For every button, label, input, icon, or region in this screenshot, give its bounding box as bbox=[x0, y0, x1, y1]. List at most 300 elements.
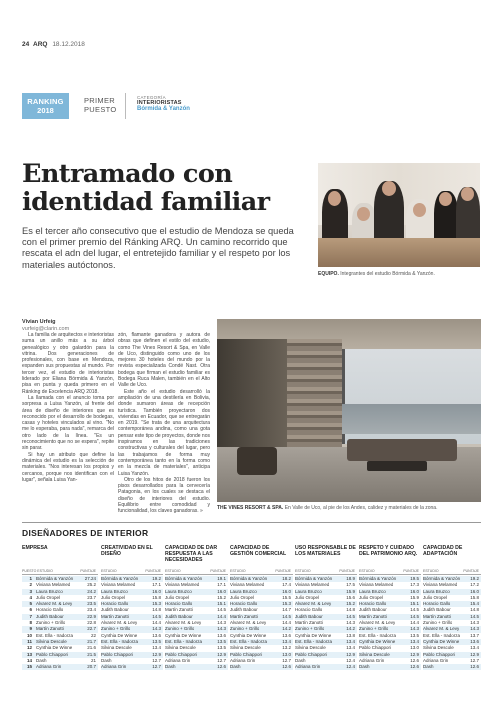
score: 19.2 bbox=[470, 576, 479, 581]
ranking-badge bbox=[22, 93, 69, 119]
subheader-left: ESTUDIO bbox=[359, 569, 375, 573]
studio-name: Viviana Melamed bbox=[295, 582, 330, 588]
place-line2: PUESTO bbox=[84, 105, 117, 114]
score: 23.4 bbox=[87, 607, 96, 613]
studio-name: Alvarez M. & Levy bbox=[359, 620, 396, 626]
studio-name: Horacio Gallo bbox=[230, 601, 258, 607]
score: 15.3 bbox=[282, 601, 291, 607]
paragraph: La llamada con el anuncio toma por sorpresa a Luisa Yanzón, al frente del área de diseño de interiores que es reconocido por el desarrollo de bodegas, casas y hoteles vinculados al vino. "No me lo esperaba, para nada", remarca del otro lado de la línea. "Es un reconocimiento que no se espera", repite sin parar. bbox=[22, 394, 114, 452]
score: 14.2 bbox=[346, 626, 355, 632]
studio-name: Julio Oropel bbox=[101, 594, 126, 600]
studio-name: Viviana Melamed bbox=[101, 582, 136, 588]
score: 24.2 bbox=[87, 588, 96, 594]
caption-label: THE VINES RESORT & SPA. bbox=[217, 505, 284, 511]
table-column bbox=[295, 545, 357, 670]
studio-name: 6 Horacio Gallo bbox=[22, 607, 63, 613]
score: 17.2 bbox=[470, 582, 479, 588]
score: 19.2 bbox=[152, 576, 161, 581]
score: 14.4 bbox=[217, 613, 226, 619]
column-subheader bbox=[359, 569, 421, 575]
column-heading: CAPACIDAD DE DAR RESPUESTA A LAS NECESIDADES bbox=[165, 545, 218, 564]
studio-name: Pablo Chiappori bbox=[165, 651, 198, 657]
coffee-table bbox=[367, 461, 427, 471]
section-divider bbox=[22, 522, 481, 523]
score: 16.0 bbox=[410, 588, 419, 594]
studio-name: Silvina Descole bbox=[165, 645, 196, 651]
studio-name: Pablo Chiappori bbox=[101, 651, 134, 657]
score: 12.6 bbox=[217, 664, 226, 670]
ranking-label: RANKING bbox=[27, 97, 64, 106]
column-heading: CAPACIDAD DE ADAPTACIÓN bbox=[423, 545, 463, 558]
score: 12.7 bbox=[152, 657, 161, 663]
score: 14.5 bbox=[410, 613, 419, 619]
mountains bbox=[342, 404, 481, 434]
score: 12.6 bbox=[470, 664, 479, 670]
score: 18.9 bbox=[346, 576, 355, 581]
body-column-1 bbox=[22, 332, 114, 483]
score: 12.4 bbox=[346, 664, 355, 670]
subheader-right: PUNTAJE bbox=[403, 569, 419, 573]
studio-name: Adriana Grin bbox=[165, 657, 191, 663]
studio-name: Horacio Gallo bbox=[101, 601, 129, 607]
score: 21.5 bbox=[87, 651, 96, 657]
score: 12.6 bbox=[282, 664, 291, 670]
score: 17.1 bbox=[152, 582, 161, 588]
score: 14.3 bbox=[470, 620, 479, 626]
score: 13.6 bbox=[470, 638, 479, 644]
column-subheader bbox=[230, 569, 293, 575]
studio-name: 8 Zunino + Grillo bbox=[22, 620, 65, 626]
caption-text: En Valle de Uco, al pie de los Andes, calidez y materiales de la zona. bbox=[284, 505, 438, 511]
column-heading: CREATIVIDAD EN EL DISEÑO bbox=[101, 545, 153, 558]
studio-name: Julio Oropel bbox=[423, 594, 448, 600]
table-column bbox=[165, 545, 228, 670]
table-column bbox=[359, 545, 421, 670]
score: 12.4 bbox=[346, 657, 355, 663]
studio-name: 5 Alvarez M. & Levy bbox=[22, 601, 72, 607]
photo-table bbox=[318, 238, 480, 267]
score: 15.5 bbox=[282, 594, 291, 600]
subheader-left: PUESTO ESTUDIO bbox=[22, 569, 53, 573]
score: 13.4 bbox=[152, 645, 161, 651]
stone-wall bbox=[287, 339, 342, 459]
rank-position: 7 bbox=[29, 613, 32, 619]
studio-name: Judith Babour bbox=[423, 607, 451, 613]
score: 16.0 bbox=[152, 588, 161, 594]
rank-position: 4 bbox=[29, 594, 32, 600]
studio-name: Pablo Chiappori bbox=[359, 645, 392, 651]
studio-name: Bórmida & Yanzón bbox=[423, 576, 461, 581]
studio-name: Est. Ella - Iradorza bbox=[165, 638, 203, 644]
score: 14.4 bbox=[282, 620, 291, 626]
category-winner: Bórmida & Yanzón bbox=[137, 106, 190, 112]
rank-position: 5 bbox=[29, 601, 32, 607]
studio-name: Judith Babour bbox=[230, 607, 258, 613]
score: 13.2 bbox=[282, 645, 291, 651]
score: 15.3 bbox=[152, 601, 161, 607]
score: 12.6 bbox=[410, 657, 419, 663]
studio-name: 3 Laura Bruzco bbox=[22, 589, 63, 595]
score: 14.8 bbox=[152, 607, 161, 613]
score: 25.2 bbox=[87, 582, 96, 588]
studio-name: Bórmida & Yanzón bbox=[295, 576, 333, 581]
byline bbox=[22, 319, 69, 333]
score: 14.3 bbox=[152, 626, 161, 632]
studio-name: Judith Babour bbox=[295, 613, 323, 619]
studio-name: 11 Silvina Descole bbox=[22, 639, 67, 645]
subheader-left: ESTUDIO bbox=[101, 569, 117, 573]
studio-name: Bórmida & Yanzón bbox=[165, 576, 203, 581]
score: 23.7 bbox=[87, 594, 96, 600]
studio-name: Dash bbox=[101, 657, 112, 663]
rank-position: 15 bbox=[26, 664, 32, 670]
person-head bbox=[461, 187, 474, 201]
studio-name: 13 Pablo Chiappori bbox=[22, 652, 68, 658]
studio-name: Horacio Gallo bbox=[423, 601, 451, 607]
score: 13.5 bbox=[217, 645, 226, 651]
score: 13.8 bbox=[346, 632, 355, 638]
place-label bbox=[78, 93, 126, 119]
table-row bbox=[423, 664, 481, 670]
studio-name: 14 Dash bbox=[22, 658, 47, 664]
studio-name: Alvarez M. & Levy bbox=[230, 620, 267, 626]
body-column-2 bbox=[118, 332, 210, 515]
studio-name: Horacio Gallo bbox=[165, 601, 193, 607]
studio-name: Judith Babour bbox=[359, 607, 387, 613]
score: 15.1 bbox=[410, 601, 419, 607]
score: 14.3 bbox=[217, 626, 226, 632]
studio-name: Zunino + Grillo bbox=[165, 626, 195, 632]
studio-name: Laura Bruzco bbox=[165, 588, 192, 594]
score: 14.8 bbox=[470, 607, 479, 613]
studio-name: Laura Bruzco bbox=[295, 588, 322, 594]
studio-name: Est. Ella - Iradorza bbox=[359, 632, 397, 638]
score: 13.6 bbox=[152, 632, 161, 638]
team-photo bbox=[318, 163, 480, 267]
deck: Es el tercer año consecutivo que el estudio de Mendoza se queda con el primer premio del Ránking ARQ. Un camino recorrido que rescata el adn del lugar, el entretejido familiar y el respeto por los materiales autóctonos. bbox=[22, 226, 294, 270]
studio-name: Adriana Grin bbox=[295, 664, 321, 670]
studio-name: Horacio Gallo bbox=[359, 601, 387, 607]
rank-position: 9 bbox=[29, 626, 32, 632]
score: 17.1 bbox=[217, 582, 226, 588]
score: 12.7 bbox=[152, 664, 161, 670]
score: 18.2 bbox=[282, 576, 291, 581]
studio-name: Laura Bruzco bbox=[423, 588, 450, 594]
studio-name: Silvina Descole bbox=[230, 645, 261, 651]
score: 12.9 bbox=[470, 651, 479, 657]
studio-name: Est. Ella - Iradorza bbox=[423, 632, 461, 638]
score: 16.0 bbox=[470, 588, 479, 594]
place-line1: PRIMER bbox=[84, 96, 115, 105]
paragraph: La familia de arquitectos e interioristas suma un anillo más a su árbol genealógico y otro galardón para la vitrina. Dos generaciones de profesionales, con base en Mendoza, expanden sus propuestas al mundo. Por tercer vez, el estudio de interioristas liderado por Eliana Bórmida & Yanzón, pisa en punta y queda primero en el Ránking de Excelencia ARQ 2018. bbox=[22, 332, 114, 395]
studio-name: Cynthia De Winne bbox=[423, 638, 460, 644]
studio-name: Silvina Descole bbox=[101, 645, 132, 651]
paragraph: zón, flamante ganadora y autora de obras que definen el estilo del estudio, como The Vines Resort & Spa, en Valle de Uco, distinguido como uno de los mejores 30 hoteles del mundo por la revista especializada Condé Nast. Otra bodega que firman el estudio familiar es Bodega Ruca Malen, también en el Alto Valle de Uco. bbox=[118, 332, 210, 389]
subheader-right: PUNTAJE bbox=[275, 569, 291, 573]
score: 17.3 bbox=[410, 582, 419, 588]
studio-name: Cynthia De Winne bbox=[359, 638, 396, 644]
studio-name: 1 Bórmida & Yanzón bbox=[22, 576, 73, 582]
studio-name: Cynthia De Winne bbox=[101, 632, 138, 638]
score: 12.7 bbox=[282, 657, 291, 663]
score: 17.5 bbox=[346, 582, 355, 588]
score: 12.9 bbox=[346, 651, 355, 657]
column-heading: CAPACIDAD DE GESTIÓN COMERCIAL bbox=[230, 545, 287, 558]
score: 13.0 bbox=[282, 651, 291, 657]
score: 13.6 bbox=[282, 632, 291, 638]
score: 15.6 bbox=[346, 594, 355, 600]
score: 14.5 bbox=[152, 613, 161, 619]
studio-name: Martín Zanotti bbox=[165, 607, 193, 613]
studio-name: Martín Zanotti bbox=[295, 620, 323, 626]
paragraph: Este año el estudio desarrolló la ampliación de una destilería en Bolivia, donde sumaron áreas de recepción turística. También proyectaron dos viviendas en Ecuador, que se entregarán en 2019. "Se trata de una arquitectura contemporánea andina, como una gota pensar este tipo de proyectos, donde nos inspiramos en las tradiciones constructivas y culturales del lugar, pero las trabajamos de forma muy contemporánea tanto en la forma como en la mezcla de materiales", anticipa Luisa Yanzón. bbox=[118, 388, 210, 477]
studio-name: Judith Babour bbox=[165, 613, 193, 619]
score: 21 bbox=[90, 657, 96, 663]
category-block bbox=[137, 95, 190, 112]
score: 13.5 bbox=[152, 638, 161, 644]
studio-name: Bórmida & Yanzón bbox=[101, 576, 139, 581]
table-row bbox=[359, 664, 421, 670]
subheader-left: ESTUDIO bbox=[295, 569, 311, 573]
studio-name: Zunino + Grillo bbox=[359, 626, 389, 632]
category-key: CATEGORÍA bbox=[137, 95, 166, 100]
rank-position: 10 bbox=[26, 632, 32, 638]
studio-name: Cynthia De Winne bbox=[165, 632, 202, 638]
score: 19.1 bbox=[217, 576, 226, 581]
page-number: 24 bbox=[22, 41, 30, 48]
studio-name: 12 Cynthia De Winne bbox=[22, 645, 72, 651]
score: 12.9 bbox=[152, 651, 161, 657]
score: 12.7 bbox=[217, 657, 226, 663]
headline-line1: Entramado con bbox=[22, 159, 233, 189]
score: 13.4 bbox=[470, 645, 479, 651]
studio-name: Viviana Melamed bbox=[423, 582, 458, 588]
studio-name: Silvina Descole bbox=[295, 645, 326, 651]
studio-name: Adriana Grin bbox=[230, 657, 256, 663]
score: 14.8 bbox=[346, 607, 355, 613]
score: 20.7 bbox=[87, 664, 96, 670]
person-head bbox=[357, 207, 370, 221]
studio-name: Pablo Chiappori bbox=[423, 651, 456, 657]
subheader-right: PUNTAJE bbox=[463, 569, 479, 573]
studio-name: Julio Oropel bbox=[230, 594, 255, 600]
score: 13.4 bbox=[282, 638, 291, 644]
score: 14.5 bbox=[217, 607, 226, 613]
table-row bbox=[295, 664, 357, 670]
subheader-left: ESTUDIO bbox=[423, 569, 439, 573]
studio-name: Alvarez M. & Levy bbox=[295, 601, 332, 607]
score: 15.8 bbox=[152, 594, 161, 600]
score: 22.9 bbox=[87, 613, 96, 619]
person-head bbox=[413, 203, 426, 217]
studio-name: Bórmida & Yanzón bbox=[230, 576, 268, 581]
table-column bbox=[101, 545, 163, 670]
paragraph: Otro de los hitos de 2018 fueron los pisos desarrollados para la cervecería Patagonia, en los cuales se destaca el diseño de interiores del estudio. Equilibrio entre comodidad y funcionalidad, los claves ganadoras. » bbox=[118, 476, 210, 515]
rank-position: 6 bbox=[29, 607, 32, 613]
table-row bbox=[22, 664, 98, 670]
subheader-left: ESTUDIO bbox=[230, 569, 246, 573]
score: 14.3 bbox=[346, 620, 355, 626]
score: 22 bbox=[90, 632, 96, 638]
studio-name: Julio Oropel bbox=[295, 594, 320, 600]
score: 21.7 bbox=[87, 638, 96, 644]
column-heading: USO RESPONSABLE DE LOS MATERIALES bbox=[295, 545, 356, 558]
score: 15.4 bbox=[470, 601, 479, 607]
table-column bbox=[423, 545, 481, 670]
studio-name: Bórmida & Yanzón bbox=[359, 576, 397, 581]
studio-name: Est. Ella - Iradorza bbox=[230, 638, 268, 644]
studio-name: Laura Bruzco bbox=[230, 588, 257, 594]
studio-name: Silvina Descole bbox=[423, 645, 454, 651]
ranking-year: 2018 bbox=[37, 106, 54, 115]
score: 15.9 bbox=[410, 594, 419, 600]
score: 22.8 bbox=[87, 620, 96, 626]
score: 14.3 bbox=[410, 626, 419, 632]
studio-name: Zunino + Grillo bbox=[295, 626, 325, 632]
column-subheader bbox=[22, 569, 98, 575]
subheader-right: PUNTAJE bbox=[80, 569, 96, 573]
score: 22.7 bbox=[87, 626, 96, 632]
studio-name: Pablo Chiappori bbox=[295, 651, 328, 657]
studio-name: Dash bbox=[423, 664, 434, 670]
studio-name: 10 Est. Ella - Iradorza bbox=[22, 633, 73, 639]
person-head bbox=[328, 191, 341, 206]
headline bbox=[22, 160, 312, 216]
score: 12.9 bbox=[410, 651, 419, 657]
score: 13.4 bbox=[346, 638, 355, 644]
person-head bbox=[382, 181, 396, 196]
score: 14.5 bbox=[470, 613, 479, 619]
studio-name: Dash bbox=[359, 664, 370, 670]
column-subheader bbox=[101, 569, 163, 575]
studio-name: Martín Zanotti bbox=[359, 613, 387, 619]
score: 15.1 bbox=[217, 601, 226, 607]
issue-date: 18.12.2018 bbox=[52, 41, 85, 48]
studio-name: Est. Ella - Iradorza bbox=[101, 638, 139, 644]
folio bbox=[22, 41, 85, 48]
score: 13.6 bbox=[217, 632, 226, 638]
score: 13.7 bbox=[470, 632, 479, 638]
studio-name: Viviana Melamed bbox=[230, 582, 265, 588]
headline-line2: identidad familiar bbox=[22, 187, 270, 217]
subheader-right: PUNTAJE bbox=[339, 569, 355, 573]
photo-caption-team bbox=[318, 271, 435, 277]
rank-position: 3 bbox=[29, 588, 32, 594]
rank-position: 8 bbox=[29, 620, 32, 626]
studio-name: 15 Adriana Grin bbox=[22, 664, 61, 670]
score: 14.5 bbox=[282, 613, 291, 619]
table-row bbox=[101, 664, 163, 670]
studio-name: 2 Viviana Melamed bbox=[22, 582, 70, 588]
armchair bbox=[237, 447, 277, 475]
caption-label: EQUIPO. bbox=[318, 271, 339, 277]
score: 27.24 bbox=[84, 576, 96, 581]
rank-position: 13 bbox=[26, 651, 32, 657]
studio-name: Adriana Grin bbox=[423, 657, 449, 663]
author-name: Vivian Urfeig bbox=[22, 319, 56, 325]
score: 15.2 bbox=[346, 601, 355, 607]
studio-name: Pablo Chiappori bbox=[230, 651, 263, 657]
studio-name: Dash bbox=[165, 664, 176, 670]
score: 16.0 bbox=[282, 588, 291, 594]
score: 14.4 bbox=[410, 620, 419, 626]
sofa bbox=[347, 439, 457, 461]
score: 12.9 bbox=[217, 651, 226, 657]
studio-name: Martín Zanotti bbox=[423, 613, 451, 619]
rank-position: 11 bbox=[27, 638, 32, 644]
studio-name: Martín Zanotti bbox=[101, 613, 129, 619]
photo-caption-resort bbox=[217, 505, 437, 511]
column-heading: RESPETO Y CUIDADO DEL PATRIMONIO ARQ. bbox=[359, 545, 418, 558]
studio-name: Alvarez M. & Levy bbox=[165, 620, 202, 626]
score: 15.2 bbox=[217, 594, 226, 600]
studio-name: Judith Babour bbox=[101, 607, 129, 613]
column-subheader bbox=[165, 569, 228, 575]
category-value: INTERIORISTAS bbox=[137, 100, 182, 106]
subheader-right: PUNTAJE bbox=[145, 569, 161, 573]
table-title: DISEÑADORES DE INTERIOR bbox=[22, 528, 149, 538]
section-name: ARQ bbox=[33, 41, 48, 48]
subheader-left: ESTUDIO bbox=[165, 569, 181, 573]
studio-name: Alvarez M. & Levy bbox=[101, 620, 138, 626]
studio-name: Cynthia De Winne bbox=[295, 632, 332, 638]
studio-name: Dash bbox=[295, 657, 306, 663]
studio-name: 7 Judith Babour bbox=[22, 614, 64, 620]
rank-position: 14 bbox=[26, 657, 32, 663]
table-row bbox=[230, 664, 293, 670]
score: 14.5 bbox=[410, 607, 419, 613]
column-subheader bbox=[295, 569, 357, 575]
studio-name: 9 Martín Zanotti bbox=[22, 626, 64, 632]
subheader-right: PUNTAJE bbox=[210, 569, 226, 573]
studio-name: Adriana Grin bbox=[359, 657, 385, 663]
rank-position: 1 bbox=[29, 576, 32, 581]
score: 14.2 bbox=[282, 626, 291, 632]
studio-name: Zunino + Grillo bbox=[101, 626, 131, 632]
score: 13.0 bbox=[410, 645, 419, 651]
studio-name: Silvina Descole bbox=[359, 651, 390, 657]
studio-name: Dash bbox=[230, 664, 241, 670]
studio-name: Julio Oropel bbox=[165, 594, 190, 600]
score: 17.4 bbox=[282, 582, 291, 588]
score: 14.3 bbox=[470, 626, 479, 632]
studio-name: 4 Julio Oropel bbox=[22, 595, 60, 601]
rank-position: 12 bbox=[26, 645, 32, 651]
table-row bbox=[165, 664, 228, 670]
score: 13.5 bbox=[410, 632, 419, 638]
author-email: vurfeig@clarin.com bbox=[22, 326, 70, 332]
score: 12.7 bbox=[470, 657, 479, 663]
score: 14.4 bbox=[152, 620, 161, 626]
studio-name: Laura Bruzco bbox=[359, 588, 386, 594]
studio-name: Adriana Grin bbox=[101, 664, 127, 670]
column-heading: EMPRESA bbox=[22, 545, 48, 551]
score: 15.9 bbox=[346, 588, 355, 594]
studio-name: Horacio Gallo bbox=[295, 607, 323, 613]
rank-position: 2 bbox=[29, 582, 32, 588]
column-subheader bbox=[423, 569, 481, 575]
score: 21.6 bbox=[87, 645, 96, 651]
score: 14.5 bbox=[346, 613, 355, 619]
studio-name: Zunino + Grillo bbox=[230, 626, 260, 632]
dark-wall bbox=[217, 339, 287, 449]
score: 13.4 bbox=[410, 638, 419, 644]
studio-name: Zunino + Grillo bbox=[423, 620, 453, 626]
studio-name: Cynthia De Winne bbox=[230, 632, 267, 638]
score: 13.5 bbox=[217, 638, 226, 644]
score: 12.6 bbox=[410, 664, 419, 670]
resort-photo bbox=[217, 319, 481, 502]
